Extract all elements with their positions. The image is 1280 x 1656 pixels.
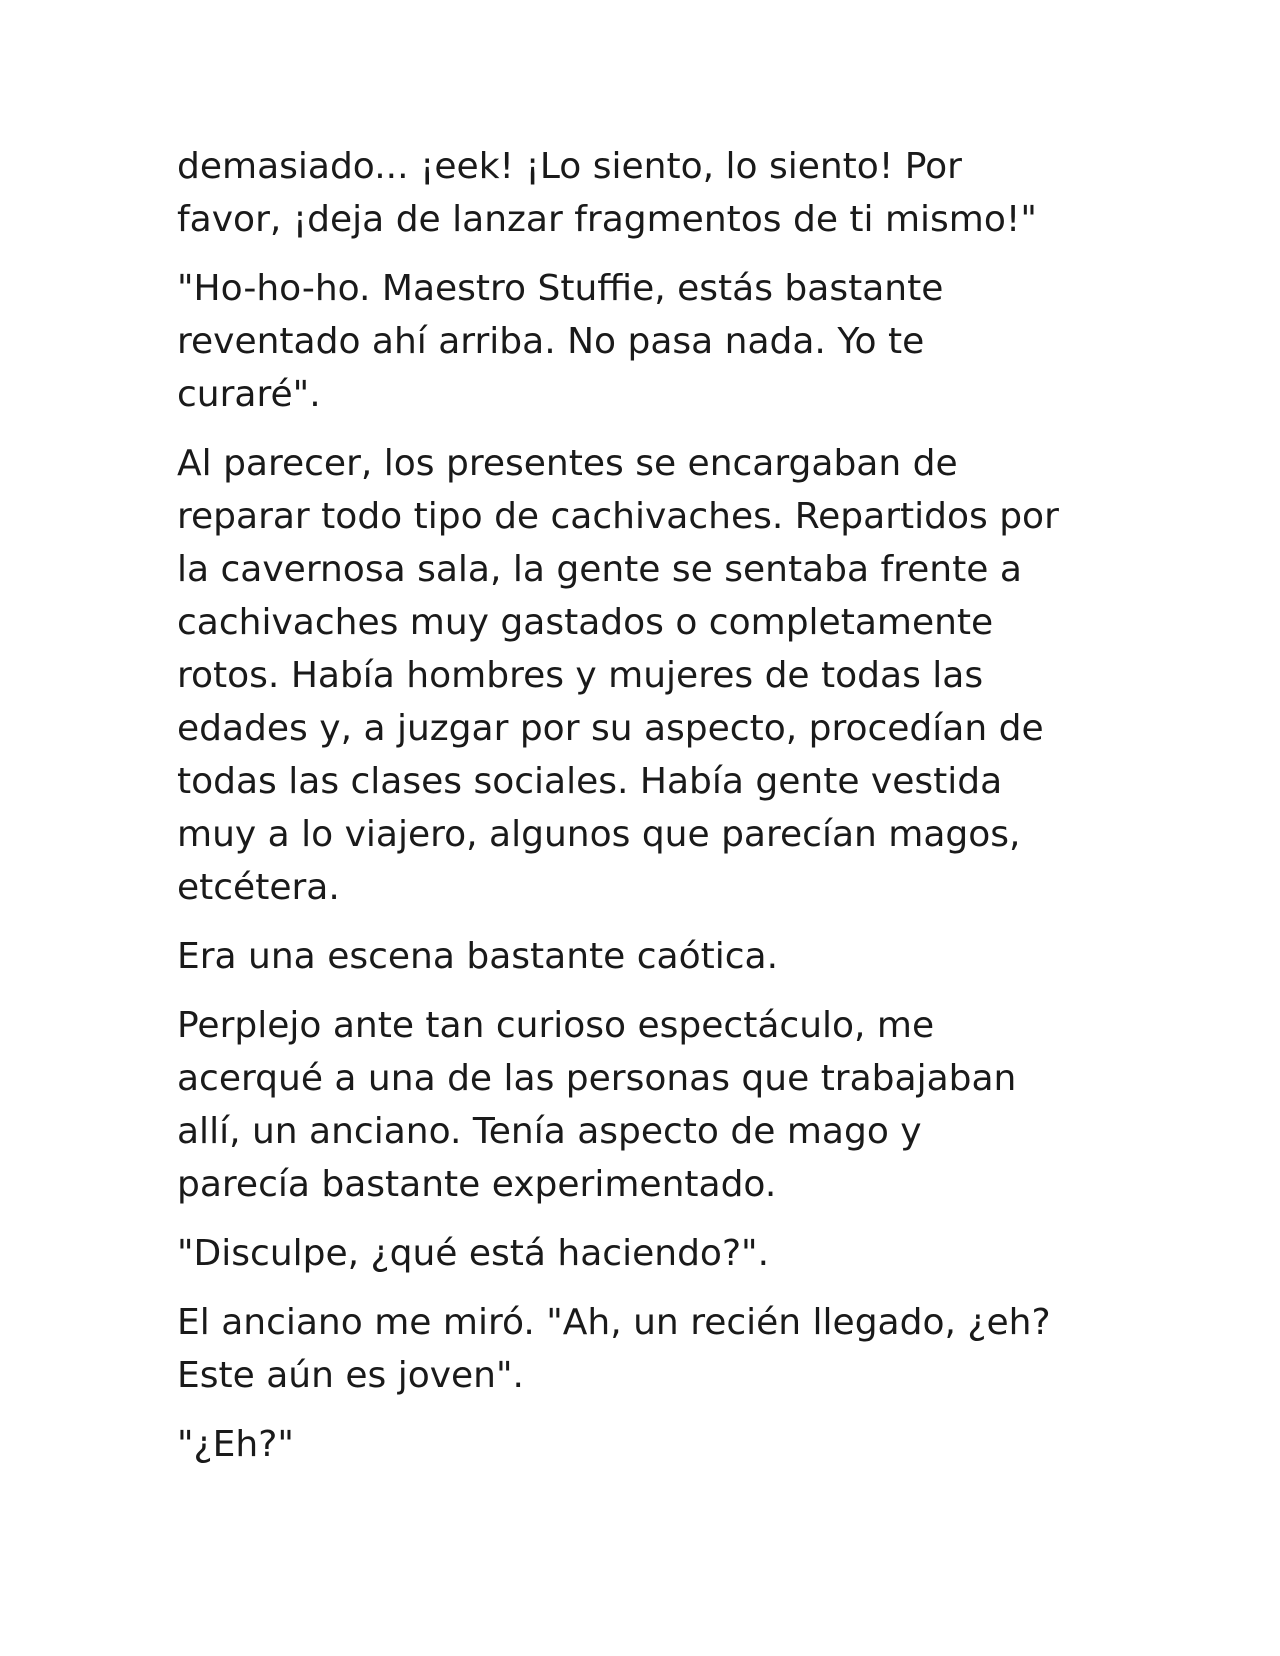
- paragraph-5: Perplejo ante tan curioso espectáculo, me acerqué a una de las personas que trabajaban allí, un anciano. Tenía aspecto de mago y parecía bastante experimentado.: [177, 1005, 1017, 1205]
- paragraph-1: demasiado... ¡eek! ¡Lo siento, lo siento! Por favor, ¡deja de lanzar fragmentos de ti mismo!": [177, 146, 1037, 240]
- paragraph-8: "¿Eh?": [177, 1424, 294, 1465]
- paragraph-4: Era una escena bastante caótica.: [177, 936, 779, 977]
- paragraph-6: "Disculpe, ¿qué está haciendo?".: [177, 1233, 770, 1274]
- paragraph-7: El anciano me miró. "Ah, un recién llegado, ¿eh? Este aún es joven".: [177, 1302, 1051, 1396]
- page-body: [177, 140, 1107, 1487]
- paragraph-2: "Ho-ho-ho. Maestro Stuffie, estás bastante reventado ahí arriba. No pasa nada. Yo te curaré".: [177, 268, 944, 415]
- paragraph-3: Al parecer, los presentes se encargaban de reparar todo tipo de cachivaches. Repartidos por la cavernosa sala, la gente se sentaba frente a cachivaches muy gastados o completamente rotos. Había hombres y mujeres de todas las edades y, a juzgar por su aspecto, procedían de todas las clases sociales. Había gente vestida muy a lo viajero, algunos que parecían magos, etcétera.: [177, 443, 1059, 908]
